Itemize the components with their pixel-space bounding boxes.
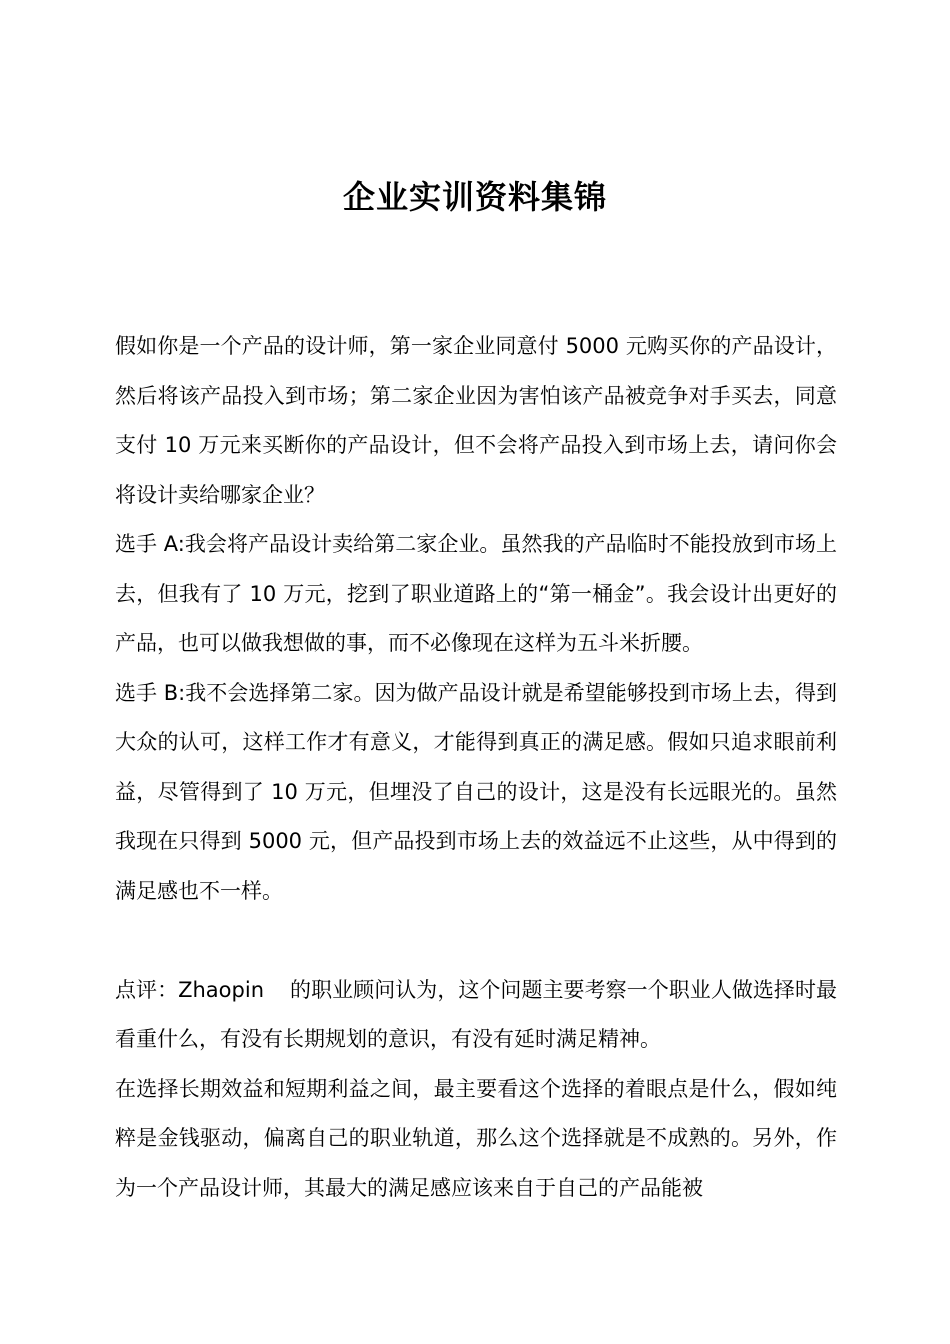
paragraph-question: 假如你是一个产品的设计师，第一家企业同意付 5000 元购买你的产品设计，然后将该产品投入到市场；第二家企业因为害怕该产品被竞争对手买去，同意支付 10 万元来买断你的产品设计，但不会将产品投入到市场上去，请问你会将设计卖给哪家企业？ <box>115 334 837 507</box>
comment-rest: 的职业顾问认为，这个问题主要考察一个职业人做选择时最看重什么，有没有长期规划的意识，有没有延时满足精神。 <box>115 977 838 1051</box>
paragraph-answer-a: 选手 A:我会将产品设计卖给第二家企业。虽然我的产品临时不能投放到市场上去，但我有了 10 万元，挖到了职业道路上的“第一桶金”。我会设计出更好的产品，也可以做我想做的事，而不必像现在这样为五斗米折腰。 <box>115 532 837 655</box>
paragraph-comment <box>115 966 837 1065</box>
document-body <box>115 322 837 1213</box>
comment-lead: 点评：Zhaopin <box>115 977 265 1002</box>
paragraph-spacer <box>115 916 837 966</box>
document-title: 企业实训资料集锦 <box>342 178 607 216</box>
paragraph-answer-b: 选手 B:我不会选择第二家。因为做产品设计就是希望能够投到市场上去，得到大众的认可，这样工作才有意义，才能得到真正的满足感。假如只追求眼前利益，尽管得到了 10 万元，但埋没了自己的设计，这是没有长远眼光的。虽然我现在只得到 5000 元，但产品投到市场上去的效益远不止这些，从中得到的满足感也不一样。 <box>115 680 837 903</box>
paragraph-analysis: 在选择长期效益和短期利益之间，最主要看这个选择的着眼点是什么，假如纯粹是金钱驱动，偏离自己的职业轨道，那么这个选择就是不成熟的。另外，作为一个产品设计师，其最大的满足感应该来自于自己的产品能被 <box>115 1076 837 1200</box>
